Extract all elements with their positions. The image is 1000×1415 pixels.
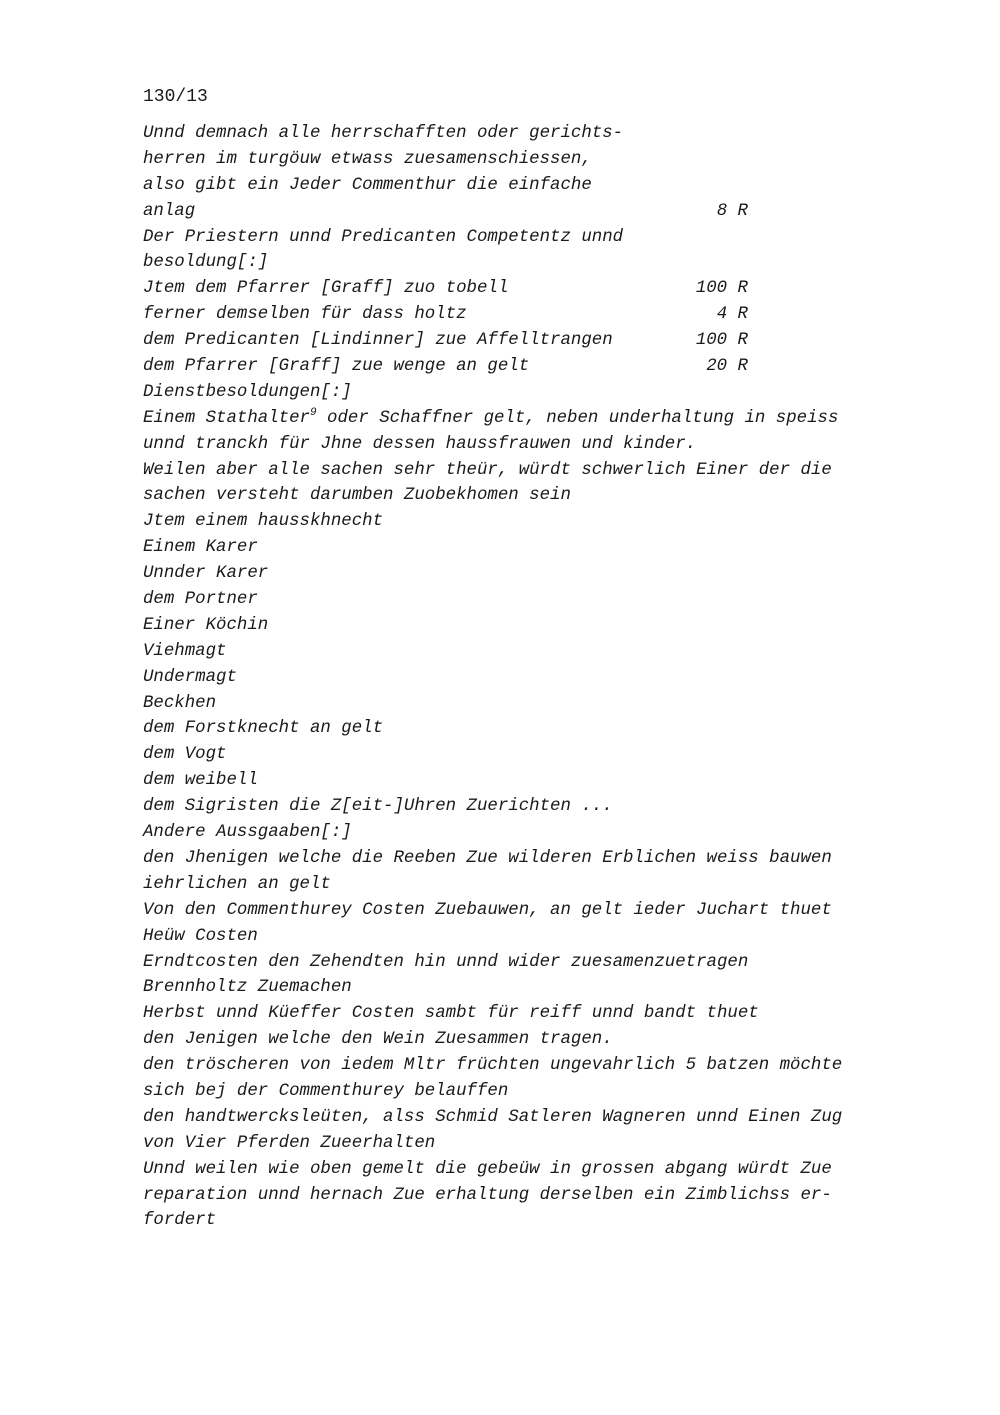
text-line: herren im turgöuw etwass zuesamenschiessen, [143, 149, 592, 169]
text-line: Unnd weilen wie oben gemelt die gebeüw in grossen abgang würdt Zue [143, 1159, 832, 1179]
salary-row [143, 276, 923, 302]
footnote-marker: 9 [309, 407, 317, 419]
salary-amount: 100 R [695, 279, 748, 299]
salary-description: ferner demselben für dass holtz [143, 305, 467, 325]
list-item: Jtem einem hausskhnecht [143, 512, 384, 532]
section-heading-dienst: Dienstbesoldungen[:] [143, 382, 352, 402]
anlag-label: anlag [143, 201, 196, 221]
text-line: den tröscheren von iedem Mltr früchten ungevahrlich 5 batzen möchte [143, 1056, 843, 1076]
text-line: sich bej der Commenthurey belauffen [143, 1081, 509, 1101]
text-line: Heüw Costen [143, 926, 258, 946]
text-line: Brennholtz Zuemachen [143, 978, 352, 998]
text-line: Unnd demnach alle herrschafften oder gerichts- [143, 124, 624, 143]
text-line: fordert [143, 1211, 217, 1231]
text-line: den Jenigen welche den Wein Zuesammen tragen. [143, 1030, 613, 1050]
list-item: dem weibell [143, 771, 258, 791]
text-line: den handtwercksleüten, alss Schmid Satleren Wagneren unnd Einen Zug [143, 1107, 843, 1127]
text-line: den Jhenigen welche die Reeben Zue wilderen Erblichen weiss bauwen [143, 848, 832, 868]
anlag-amount: 8 R [716, 201, 748, 221]
text-line: Weilen aber alle sachen sehr theür, würdt schwerlich Einer der die [143, 460, 832, 480]
salary-row [143, 328, 923, 354]
list-item: dem Vogt [143, 745, 227, 765]
text-line: reparation unnd hernach Zue erhaltung derselben ein Zimblichss er- [143, 1185, 832, 1205]
salary-description: dem Predicanten [Lindinner] zue Affelltrangen [143, 331, 613, 351]
list-item: dem Sigristen die Z[eit-]Uhren Zuerichten ... [143, 797, 613, 817]
transcription-body [143, 121, 923, 1234]
list-item: dem Portner [143, 590, 258, 610]
stathalter-line [143, 406, 923, 432]
salary-description: Jtem dem Pfarrer [Graff] zuo tobell [143, 279, 509, 299]
list-item: Undermagt [143, 667, 237, 687]
stathalter-text: Einem Stathalter [143, 408, 310, 428]
list-item: Beckhen [143, 693, 217, 713]
text-line: also gibt ein Jeder Commenthur die einfache [143, 175, 592, 195]
anlag-row [143, 199, 923, 225]
section-heading-priests: Der Priestern unnd Predicanten Competentz unnd [143, 227, 624, 247]
text-line: unnd tranckh für Jhne dessen haussfrauwen und kinder. [143, 434, 697, 454]
text-line: besoldung[:] [143, 253, 269, 273]
text-line: sachen versteht darumben Zuobekhomen sein [143, 486, 571, 506]
text-line: von Vier Pferden Zueerhalten [143, 1133, 436, 1153]
text-line: iehrlichen an gelt [143, 874, 331, 894]
text-line: Erndtcosten den Zehendten hin unnd wider zuesamenzuetragen [143, 952, 749, 972]
salary-description: dem Pfarrer [Graff] zue wenge an gelt [143, 357, 530, 377]
text-line: Von den Commenthurey Costen Zuebauwen, an gelt ieder Juchart thuet [143, 900, 832, 920]
list-item: dem Forstknecht an gelt [143, 719, 384, 739]
list-item: Unnder Karer [143, 564, 269, 584]
stathalter-text-rest: oder Schaffner gelt, neben underhaltung in speiss [316, 408, 839, 428]
section-heading-andere: Andere Aussgaaben[:] [143, 823, 352, 843]
list-item: Einer Köchin [143, 615, 269, 635]
list-item: Viehmagt [143, 641, 227, 661]
salary-row [143, 302, 923, 328]
salary-amount: 4 R [716, 305, 748, 325]
text-line: Herbst unnd Küeffer Costen sambt für reiff unnd bandt thuet [143, 1004, 759, 1024]
list-item: Einem Karer [143, 538, 258, 558]
salary-amount: 100 R [695, 331, 748, 351]
salary-amount: 20 R [706, 357, 748, 377]
page-number: 130/13 [143, 87, 208, 107]
salary-row [143, 354, 923, 380]
